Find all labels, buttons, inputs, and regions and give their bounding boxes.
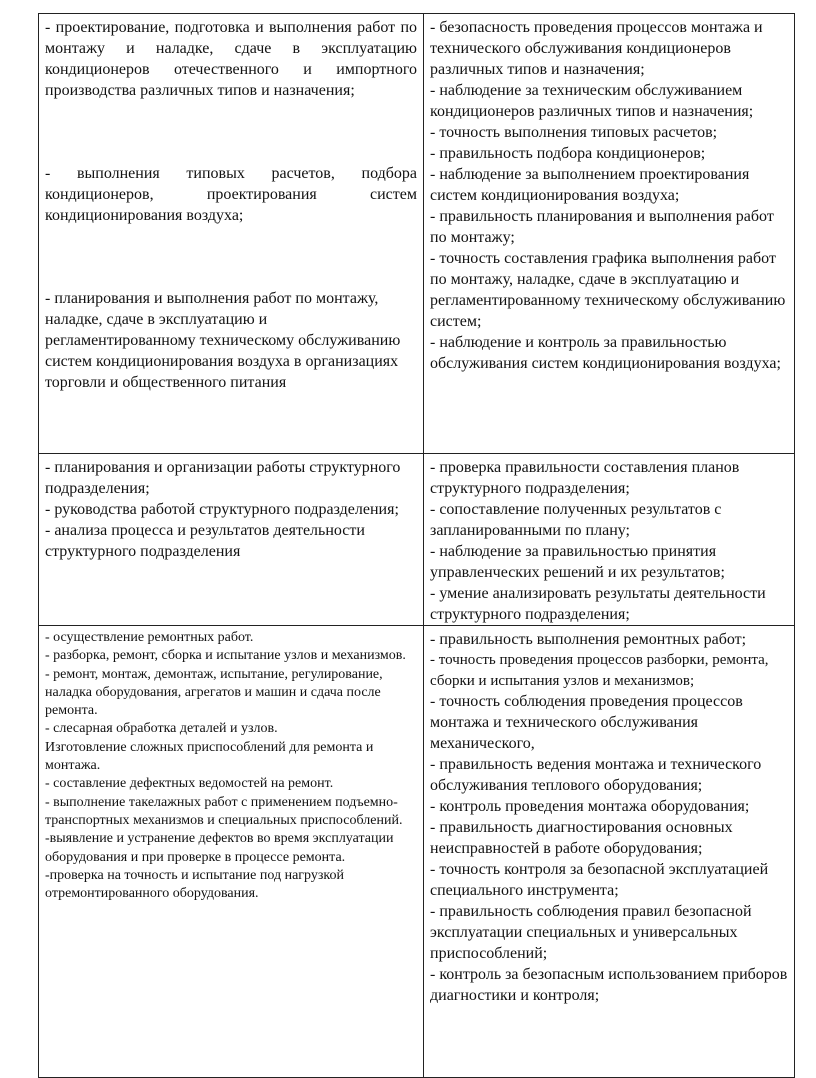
left-cell (39, 454, 424, 626)
list-item: - выполнения типовых расчетов, подбора кондиционеров, проектирования систем кондиционирования воздуха; (45, 165, 417, 224)
competency-table (38, 13, 795, 1078)
list-item: - планирования и организации работы структурного подразделения; (45, 459, 401, 497)
right-cell (424, 626, 795, 1078)
list-item: - составление дефектных ведомостей на ремонт. (45, 776, 334, 792)
left-cell (39, 626, 424, 1078)
right-cell (424, 454, 795, 626)
list-item: - точность проведения процессов разборки, ремонта, сборки и испытания узлов и механизмов; (430, 652, 769, 689)
table-row (39, 626, 795, 1078)
list-item: - наблюдение и контроль за правильностью обслуживания систем кондиционирования воздуха; (430, 334, 781, 372)
list-item: - планирования и выполнения работ по монтажу, наладке, сдаче в эксплуатацию и регламентированному техническому обслуживанию систем кондиционирования воздуха в организациях торговли и общественного питания (45, 290, 401, 391)
list-item: - умение анализировать результаты деятельности структурного подразделения; (430, 585, 766, 623)
list-item: - наблюдение за техническим обслуживанием кондиционеров различных типов и назначения; (430, 82, 754, 120)
list-item: - правильность выполнения ремонтных работ; (430, 631, 747, 648)
list-item: - контроль за безопасным использованием приборов диагностики и контроля; (430, 966, 788, 1004)
list-item: - анализа процесса и результатов деятельности структурного подразделения (45, 522, 365, 560)
list-item: - слесарная обработка деталей и узлов. (45, 721, 278, 737)
list-item: - точность контроля за безопасной эксплуатацией специального инструмента; (430, 861, 769, 899)
list-item: - точность составления графика выполнения работ по монтажу, наладке, сдаче в эксплуатацию и регламентированному техническому обслуживанию систем; (430, 250, 786, 330)
list-item: -выявление и устранение дефектов во время эксплуатации оборудования и при проверке в процессе ремонта. (45, 831, 394, 865)
list-item: - руководства работой структурного подразделения; (45, 501, 399, 518)
list-item: - сопоставление полученных результатов с запланированными по плану; (430, 501, 722, 539)
list-item: - разборка, ремонт, сборка и испытание узлов и механизмов. (45, 648, 406, 664)
list-item: - точность соблюдения проведения процессов монтажа и технического обслуживания механического, (430, 693, 743, 752)
list-item: - контроль проведения монтажа оборудования; (430, 798, 750, 815)
list-item: - правильность планирования и выполнения работ по монтажу; (430, 208, 774, 246)
left-cell (39, 14, 424, 454)
table-row (39, 14, 795, 454)
list-item: Изготовление сложных приспособлений для ремонта и монтажа. (45, 739, 374, 774)
list-item: -проверка на точность и испытание под нагрузкой отремонтированного оборудования. (45, 867, 344, 902)
list-item: - выполнение такелажных работ с применением подъемно-транспортных механизмов и специальных приспособлений. (45, 794, 403, 828)
table-row (39, 454, 795, 626)
list-item: - правильность подбора кондиционеров; (430, 145, 706, 162)
list-item: - проектирование, подготовка и выполнения работ по монтажу и наладке, сдаче в эксплуатацию кондиционеров отечественного и импортного производства различных типов и назначения; (45, 19, 417, 99)
list-item: - правильность соблюдения правил безопасной эксплуатации специальных и универсальных приспособлений; (430, 903, 752, 962)
list-item: - осуществление ремонтных работ. (45, 630, 254, 645)
list-item: - точность выполнения типовых расчетов; (430, 124, 718, 141)
list-item: - наблюдение за правильностью принятия управленческих решений и их результатов; (430, 543, 725, 581)
list-item: - правильность ведения монтажа и технического обслуживания теплового оборудования; (430, 756, 762, 794)
list-item: - наблюдение за выполнением проектирования систем кондиционирования воздуха; (430, 166, 750, 204)
list-item: - безопасность проведения процессов монтажа и технического обслуживания кондиционеров различных типов и назначения; (430, 19, 763, 78)
list-item: - правильность диагностирования основных неисправностей в работе оборудования; (430, 819, 733, 857)
list-item: - проверка правильности составления планов структурного подразделения; (430, 459, 740, 497)
list-item: - ремонт, монтаж, демонтаж, испытание, регулирование, наладка оборудования, агрегатов и машин и сдача после ремонта. (45, 666, 383, 719)
right-cell (424, 14, 795, 454)
